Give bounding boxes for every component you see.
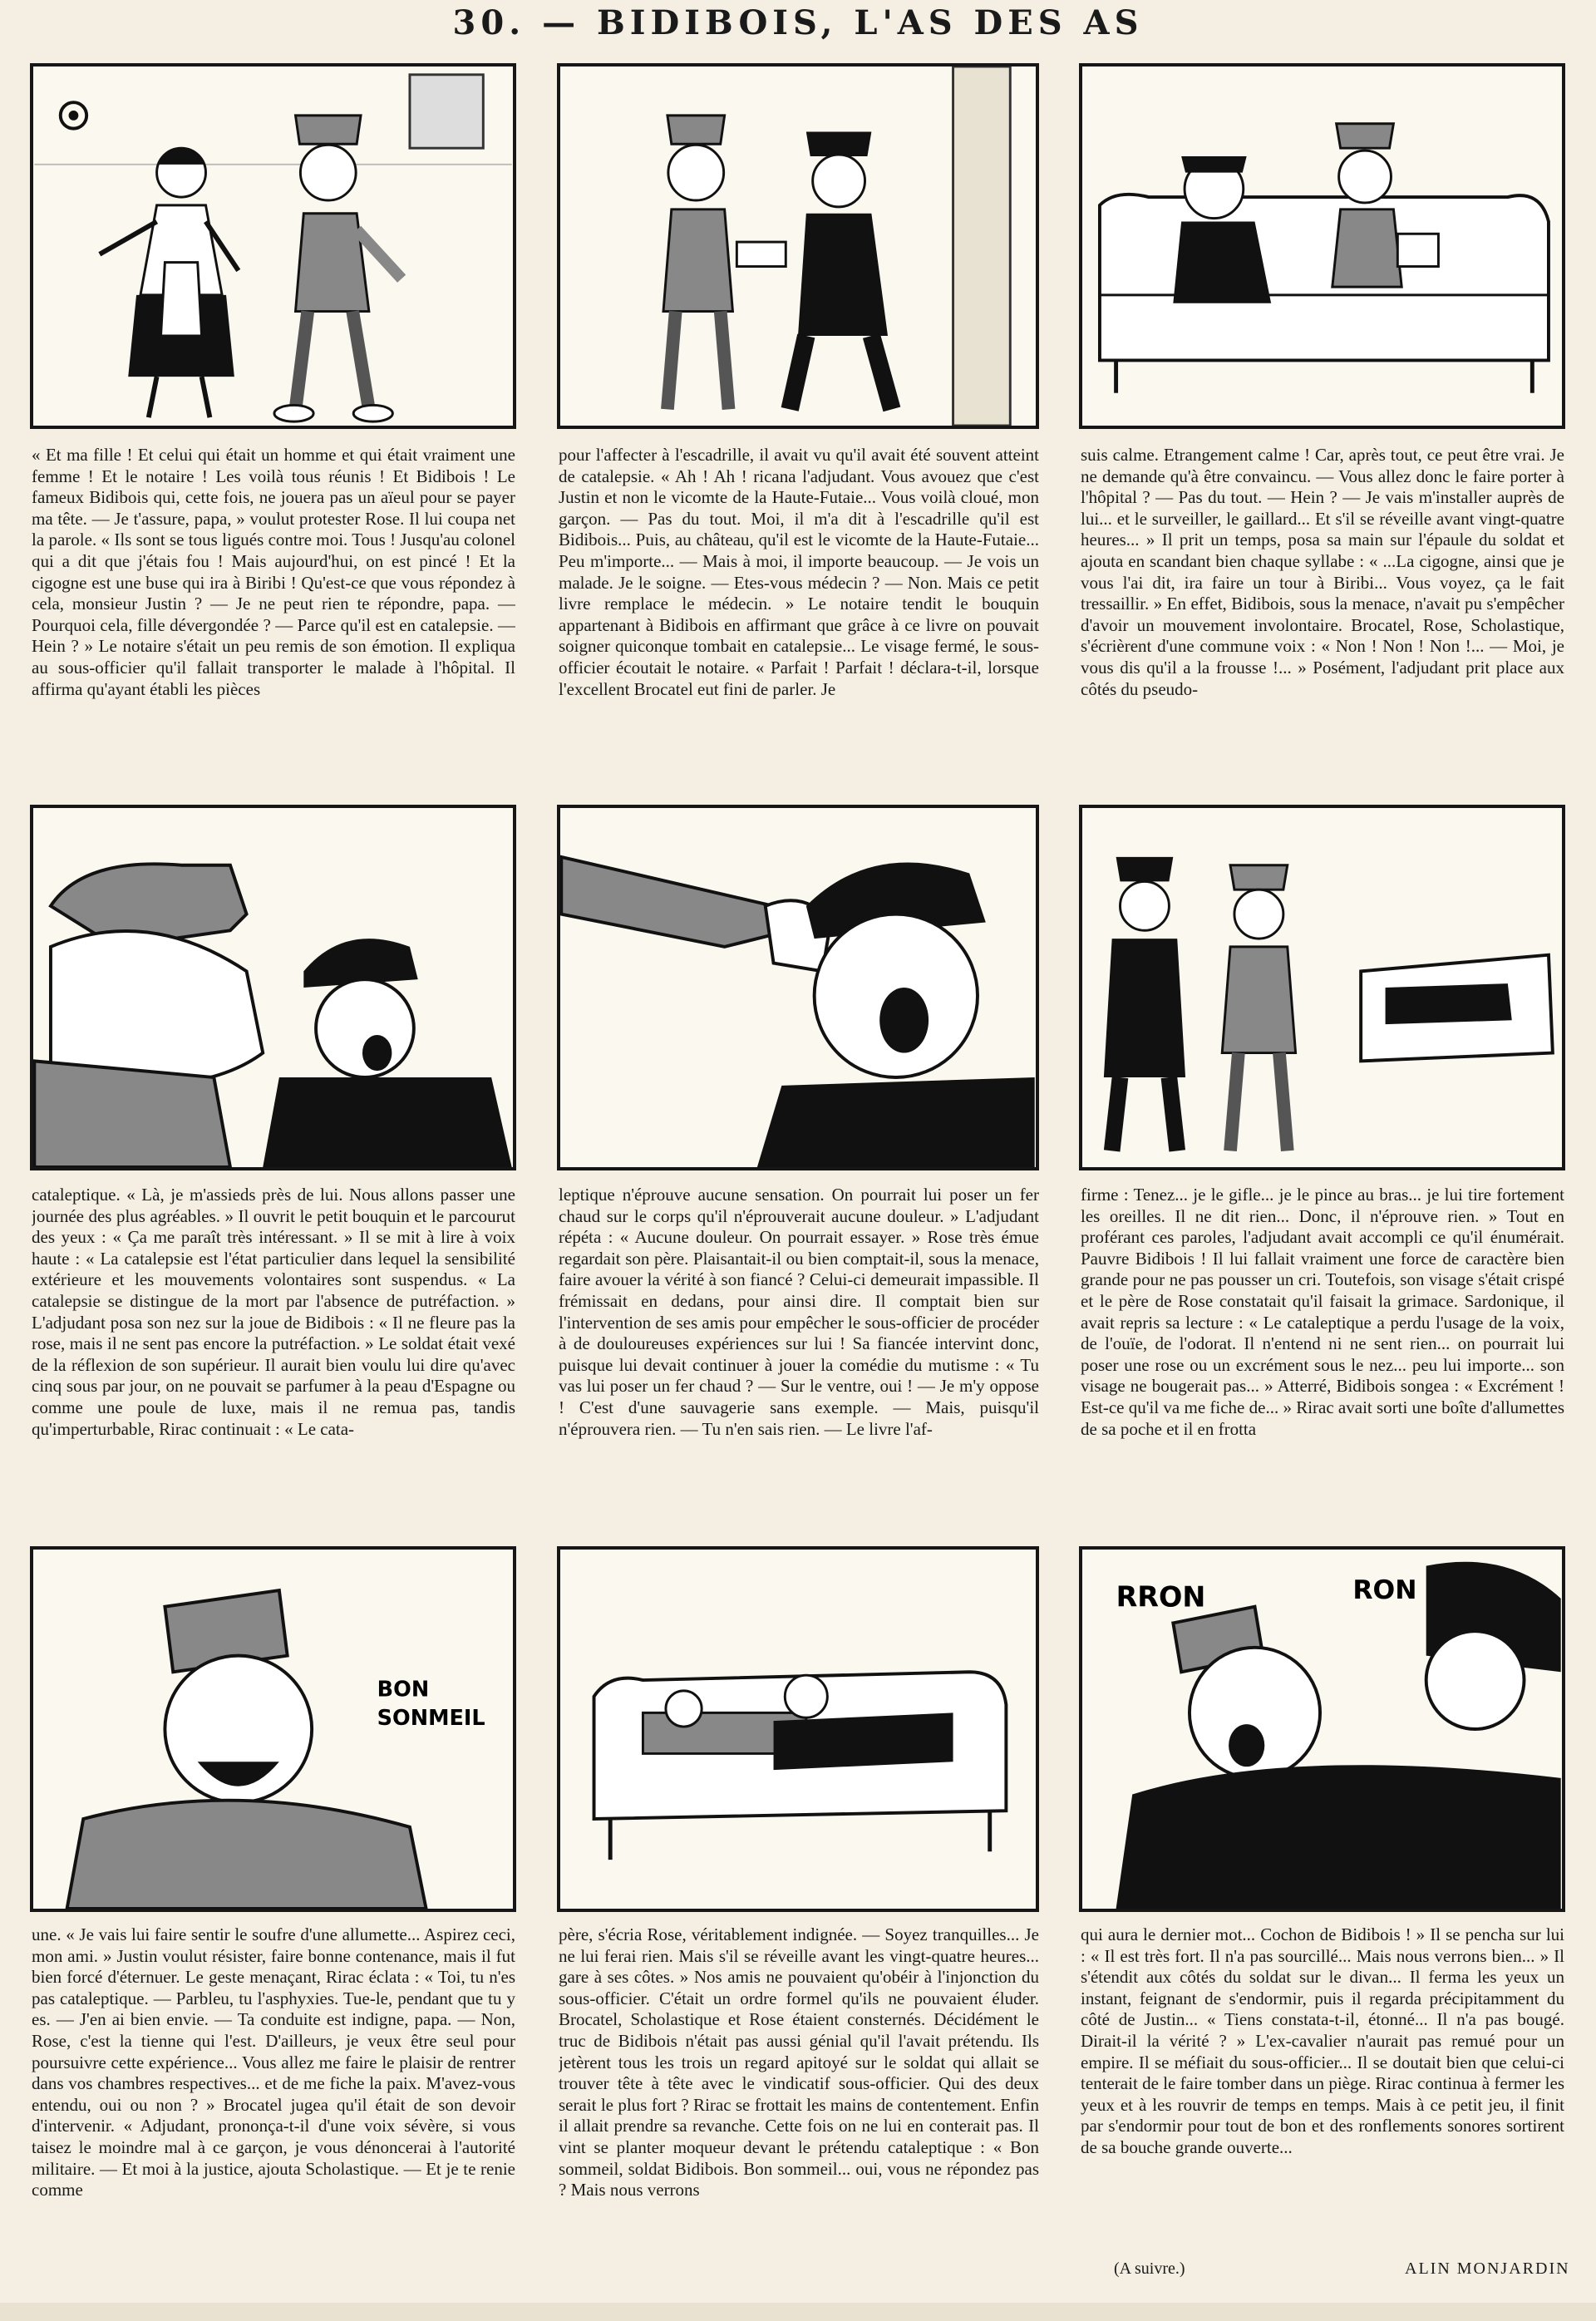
panel-1-drawing <box>33 67 513 426</box>
panel-2-drawing <box>560 67 1036 426</box>
comic-panel-3 <box>1079 63 1565 429</box>
comic-panel-4 <box>30 805 516 1170</box>
comic-panel-7 <box>30 1546 516 1912</box>
panel-9-drawing <box>1082 1550 1562 1909</box>
panel-8-drawing <box>560 1550 1036 1909</box>
panel-7-drawing <box>33 1550 513 1909</box>
panel-7-speech-line-1: BON <box>377 1677 430 1703</box>
story-text-1: « Et ma fille ! Et celui qui était un homme et qui était vraiment une femme ! Et le notaire ! Les voilà tous réunis ! Et Bidibois ! Le fameux Bidibois qui, cette fois, ne jouera pas un aïeul pour se payer ma tête. — Je t'assure, papa, » voulut protester Rose. Il lui coupa net la parole. « Ils sont se tous ligués contre moi. Tous ! Jusqu'au colonel qui a dit que j'étais fou ! Mais aujourd'hui, on est pincé ! Et la cigogne est une buse qui ira à Biribi ! Qu'est-ce que vous répondez à cela, monsieur Justin ? — Je ne peut rien te répondre, papa. — Pourquoi cela, fille dévergondée ? — Parce qu'il est en catalepsie. — Hein ? » Le notaire s'était un peu remis de son émotion. Il expliqua au sous-officier qu'il fallait transporter le malade à l'hôpital. Il affirma qu'ayant établi les pièces <box>32 445 515 699</box>
story-text-5: leptique n'éprouve aucune sensation. On pourrait lui poser un fer chaud sur le corps qu'il n'éprouverait aucune douleur. » L'adjudant répéta : « Aucune douleur. On pourrait essayer. » Rose très émue regardait son père. Plaisantait-il ou bien comptait-il, sous la menace, faire avouer la vérité à son fiancé ? Celui-ci demeurait impassible. Il frémissait en dedans, pour ainsi dire. Il comptait bien sur l'intervention de ses amis pour empêcher le sous-officier de procéder à de douloureuses expériences sur lui ! Sa fiancée intervint donc, puisque lui devait continuer à jouer la comédie du mutisme : « Tu vas lui poser un fer chaud ? — Sur le ventre, oui ! — Je m'y oppose ! C'est d'une sauvagerie sans exemple. — Mais, puisqu'il n'éprouvera rien. — Tu n'en sais rien. — Le livre l'af- <box>559 1185 1039 1439</box>
story-text-4: cataleptique. « Là, je m'assieds près de lui. Nous allons passer une journée des plus agréables. » Il ouvrit le petit bouquin et le parcourut des yeux : « Ça me paraît très intéressant. » Il se mit à lire à voix haute : « La catalepsie est l'état particulier dans lequel la sensibilité extérieure et les mouvements volontaires sont suspendus. « La catalepsie se distingue de la mort par l'absence de putréfaction. » L'adjudant posa son nez sur la joue de Bidibois : « Il ne fleure pas la rose, mais il ne sent pas encore la putréfaction. » Le soldat était vexé de la réflexion de son supérieur. Il aurait bien voulu lui dire qu'avec cinq sous par jour, on ne pouvait se parfumer à la peau d'Espagne ou comme une poule de luxe, mais il ne remua pas, tandis qu'imperturbable, Rirac continuait : « Le cata- <box>32 1185 515 1439</box>
panel-4-drawing <box>33 808 513 1167</box>
author-credit: ALIN MONJARDIN <box>1405 2259 1570 2278</box>
panel-6-drawing <box>1082 808 1562 1167</box>
comic-panel-9 <box>1079 1546 1565 1912</box>
comic-panel-1 <box>30 63 516 429</box>
story-text-2: pour l'affecter à l'escadrille, il avait vu qu'il avait été souvent atteint de catalepsie. « Ah ! Ah ! ricana l'adjudant. Vous avouez que c'est Justin et non le vicomte de la Haute-Futaie... Vous voilà cloué, mon garçon. — Pas du tout. Moi, il m'a dit à l'escadrille qu'il est Bidibois... Puis, au château, qu'il est le vicomte de la Haute-Futaie... Peu m'importe... — Mais à moi, il importe beaucoup. — Je vois un malade. Je le soigne. — Etes-vous médecin ? — Non. Mais ce petit livre remplace le médecin. » Le notaire tendit le bouquin appartenant à Bidibois en affirmant que grâce à ce livre on pouvait soigner quiconque tombait en catalepsie... Le visage fermé, le sous-officier écoutait le notaire. « Parfait ! Parfait ! déclara-t-il, lorsque l'excellent Brocatel eut fini de parler. Je <box>559 445 1039 699</box>
to-be-continued: (A suivre.) <box>1114 2259 1185 2278</box>
comic-panel-2 <box>557 63 1039 429</box>
story-text-6: firme : Tenez... je le gifle... je le pince au bras... je lui tire fortement les oreilles. Il ne dit rien... Donc, il n'éprouve rien. » Tout en proférant ces paroles, l'adjudant avait accompli ce qu'il énumérait. Pauvre Bidibois ! Il lui fallait vraiment une force de caractère bien grande pour ne pas pousser un cri. Toutefois, son visage s'était crispé et le père de Rose constatait qu'il faisait la grimace. Sardonique, il avait repris sa lecture : « Le cataleptique a perdu l'usage de la voix, de l'ouïe, de l'odorat. Il n'entend ni ne sent rien... on pourrait lui poser une rose ou un excrément sous le nez... peu lui importe... son visage ne bougerait pas... » Atterré, Bidibois songea : « Excrément ! Est-ce qu'il va me fiche de... » Rirac avait sorti une boîte d'allumettes de sa poche et il en frotta <box>1081 1185 1564 1439</box>
story-text-8: père, s'écria Rose, véritablement indignée. — Soyez tranquilles... Je ne lui ferai rien. Mais s'il se réveille avant les vingt-quatre heures... gare à ses côtes. » Nos amis ne pouvaient qu'obéir à l'injonction du sous-officier. C'était un ordre formel qu'ils ne pouvaient éluder. Brocatel, Scholastique et Rose étaient consternés. Décidément le truc de Bidibois n'était pas aussi génial qu'il l'avait prétendu. Ils jetèrent tous les trois un regard apitoyé sur le soldat qui allait se trouver tête à tête avec le vindicatif sous-officier. Qui des deux serait le plus fort ? Rirac se frottait les mains de contentement. Enfin il allait prendre sa revanche. Cette fois on ne lui en conterait pas. Il vint se planter moqueur devant le prétendu cataleptique : « Bon sommeil, soldat Bidibois. Bon sommeil... oui, vous ne répondez pas ? Mais nous verrons <box>559 1924 1039 2200</box>
comic-panel-8 <box>557 1546 1039 1912</box>
panel-5-drawing <box>560 808 1036 1167</box>
page-bottom-edge <box>0 2303 1596 2321</box>
panel-9-sfx-left: RRON <box>1116 1580 1206 1614</box>
panel-7-speech-line-2: SONMEIL <box>377 1706 485 1732</box>
comic-panel-5 <box>557 805 1039 1170</box>
page-title: 30. — BIDIBOIS, L'AS DES AS <box>452 3 1144 42</box>
panel-9-sfx-right: RON <box>1352 1574 1417 1605</box>
comic-panel-6 <box>1079 805 1565 1170</box>
story-text-3: suis calme. Etrangement calme ! Car, après tout, ce peut être vrai. Je ne demande qu'à être convaincu. — Vous allez donc le faire porter à l'hôpital ? — Pas du tout. — Hein ? — Je vais m'installer auprès de lui... et le surveiller, le gaillard... Et s'il se réveille avant vingt-quatre heures... » Il prit un temps, posa sa main sur l'épaule du soldat et ajouta en scandant bien chaque syllabe : « ...La cigogne, ainsi que je vous l'ai dit, ira faire un tour à Biribi... Vous voyez, ça le fait tressaillir. » En effet, Bidibois, sous la menace, n'avait pu s'empêcher d'avoir un mouvement involontaire. Brocatel, Rose, Scholastique, s'écrièrent d'une commune voix : « Non ! Non ! Non !... — Moi, je vous dis qu'il a la frousse !... » Posément, l'adjudant prit place aux côtés du pseudo- <box>1081 445 1564 699</box>
story-text-7: une. « Je vais lui faire sentir le soufre d'une allumette... Aspirez ceci, mon ami. » Justin voulut résister, faire bonne contenance, mais il fut bien forcé d'éternuer. Le geste menaçant, Rirac éclata : « Toi, tu n'es pas cataleptique. — Parbleu, tu l'asphyxies. Tue-le, pendant que tu y es. — J'en ai bien envie. — Ta conduite est indigne, papa. — Non, Rose, c'est la tienne qui l'est. D'ailleurs, je veux être seul pour poursuivre cette expérience... Vous allez me faire le plaisir de rentrer dans vos chambres respectives... et de me fiche la paix. M'avez-vous entendu, oui ou non ? » Brocatel jugea qu'il était de son devoir d'intervenir. « Adjudant, prononça-t-il d'une voix sévère, si vous taisez le moindre mal à ce garçon, je vous dénoncerai à l'autorité militaire. — Et moi à la justice, ajouta Scholastique. — Et je te renie comme <box>32 1924 515 2200</box>
panel-3-drawing <box>1082 67 1562 426</box>
story-text-9: qui aura le dernier mot... Cochon de Bidibois ! » Il se pencha sur lui : « Il est très fort. Il n'a pas sourcillé... Mais nous verrons bien... » Il s'étendit aux côtés du soldat sur le divan... Il ferma les yeux un instant, feignant de s'endormir, puis il regarda précipitamment du côté de Justin... « Tiens constata-t-il, étonné... Il n'a pas bougé. Dirait-il la vérité ? » L'ex-cavalier n'aurait pas remué pour un empire. Il se méfiait du sous-officier... Il se doutait bien que celui-ci tenterait de le faire tomber dans un piège. Rirac continua à fermer les yeux et à les rouvrir de temps en temps. Mais à ce petit jeu, il finit par s'endormir pour tout de bon et des ronflements sonores sortirent de sa bouche grande ouverte... <box>1081 1924 1564 2157</box>
